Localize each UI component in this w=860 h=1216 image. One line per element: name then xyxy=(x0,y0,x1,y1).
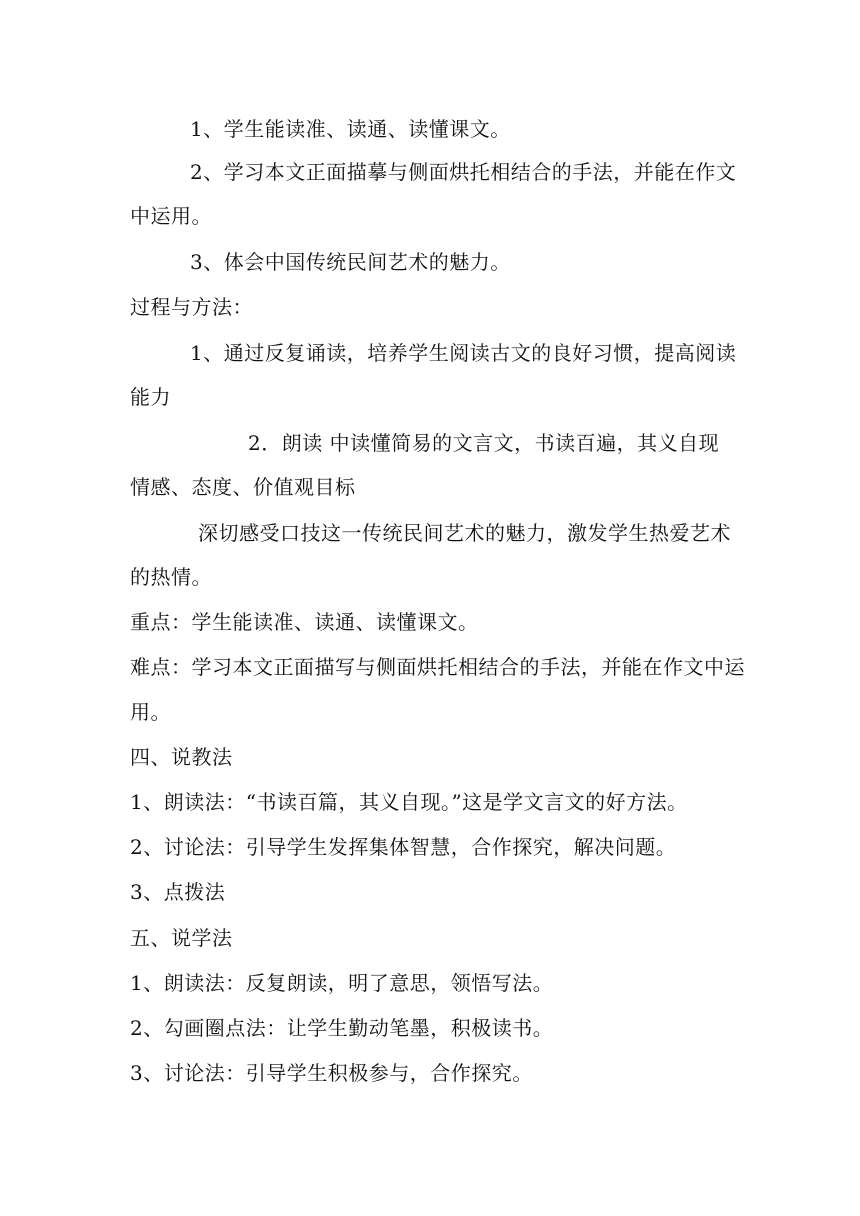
process-item-1-continued: 能力 xyxy=(130,385,171,409)
teaching-method-1: 1、朗读法：“书读百篇，其义自现。”这是学文言文的好方法。 xyxy=(130,790,688,814)
difficult-point-continued: 用。 xyxy=(130,700,171,724)
difficult-point: 难点：学习本文正面描写与侧面烘托相结合的手法，并能在作文中运 xyxy=(130,655,745,679)
emotion-goal-text: 深切感受口技这一传统民间艺术的魅力，激发学生热爱艺术 xyxy=(198,521,731,545)
emotion-goal-text-continued: 的热情。 xyxy=(130,565,212,589)
goal-item-2-continued: 中运用。 xyxy=(130,204,212,228)
goal-item-3: 3、体会中国传统民间艺术的魅力。 xyxy=(190,250,511,274)
goal-item-2: 2、学习本文正面描摹与侧面烘托相结合的手法，并能在作文 xyxy=(190,160,737,184)
section-heading-teaching-methods: 四、说教法 xyxy=(130,745,233,769)
section-heading-process-method: 过程与方法： xyxy=(130,295,253,319)
learning-method-2: 2、勾画圈点法：让学生勤动笔墨，积极读书。 xyxy=(130,1016,554,1040)
process-item-1: 1、通过反复诵读，培养学生阅读古文的良好习惯，提高阅读 xyxy=(190,341,737,365)
teaching-method-3: 3、点拨法 xyxy=(130,880,226,904)
section-heading-emotion-goals: 情感、态度、价值观目标 xyxy=(130,475,356,499)
process-item-2: 2．朗读 中读懂简易的文言文，书读百遍，其义自现 xyxy=(248,431,720,455)
learning-method-3: 3、讨论法：引导学生积极参与，合作探究。 xyxy=(130,1061,533,1085)
key-point: 重点：学生能读准、读通、读懂课文。 xyxy=(130,610,479,634)
learning-method-1: 1、朗读法：反复朗读，明了意思，领悟写法。 xyxy=(130,971,554,995)
section-heading-learning-methods: 五、说学法 xyxy=(130,926,233,950)
goal-item-1: 1、学生能读准、读通、读懂课文。 xyxy=(190,117,511,141)
teaching-method-2: 2、讨论法：引导学生发挥集体智慧，合作探究，解决问题。 xyxy=(130,835,677,859)
